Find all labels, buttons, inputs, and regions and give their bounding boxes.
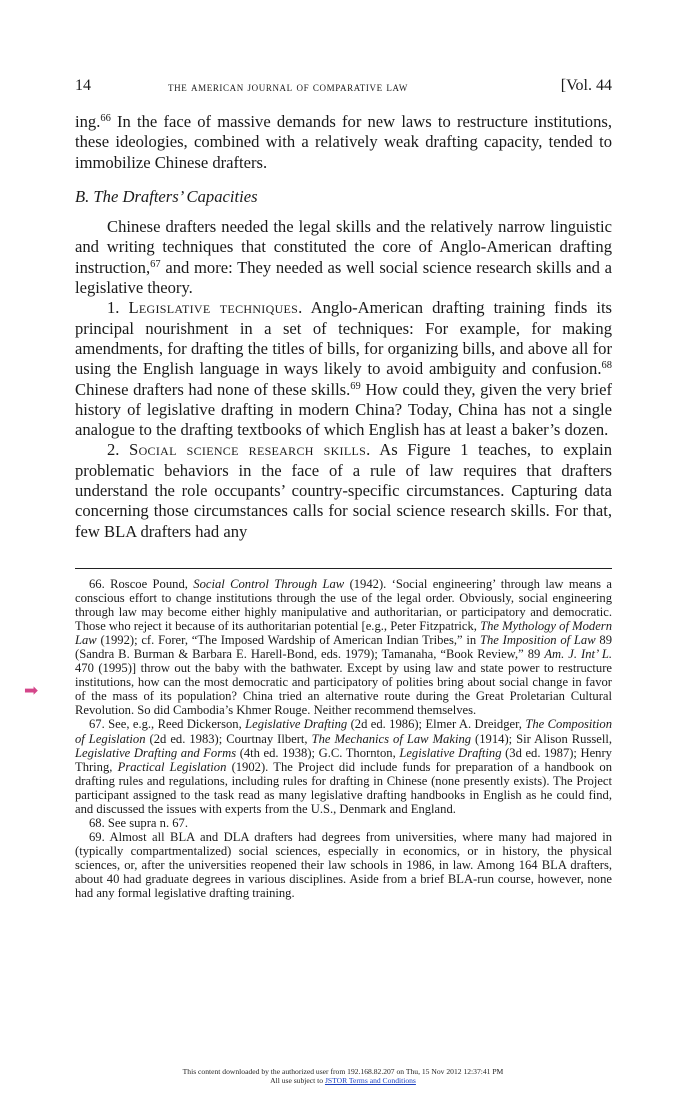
italic-title: Legislative Drafting and Forms (75, 745, 237, 760)
paragraph-1 (75, 112, 612, 173)
text-run: (2d ed. 1983); Courtnay Ilbert, (145, 731, 312, 746)
italic-title: Legislative Drafting (245, 717, 348, 732)
italic-title: The Mythology of Modern Law (75, 619, 613, 648)
italic-title: Practical Legislation (117, 759, 227, 774)
text-run: (1914); Sir Alison Russell, (471, 731, 612, 746)
journal-title: the american journal of comparative law (168, 80, 408, 94)
text-run: (1902). The Project did include funds for preparation of a handbook on drafting rules and regulations, including rules for drafting in Chinese (none presently exists). The Project participant assigned to the task read as many legislative drafting handbooks in English as he could find, and discussed the issues with experts from the U.S., Denmark and England. (75, 759, 612, 816)
italic-title: Legislative Drafting (399, 745, 502, 760)
footnote-ref-67: 67 (150, 258, 161, 270)
subsection-title: Legislative techniques. (128, 298, 303, 318)
text-run: 2. (107, 440, 130, 460)
volume-label: [Vol. 44 (560, 77, 612, 94)
text-run: Chinese drafters had none of these skills. (75, 379, 351, 399)
paragraph-4 (75, 440, 612, 541)
italic-title: The Mechanics of Law Making (311, 731, 472, 746)
text-run: In the face of massive demands for new laws to restructure institutions, these ideologies, combined with a relatively weak drafting capacity, tended to immobilize Chinese drafters. (75, 112, 612, 172)
text-run: As Figure 1 teaches, to explain problematic behaviors in the face of a rule of law requires that drafters understand the role occupants’ country-specific circumstances. Capturing data concerning those circumstances calls for social science research skills. For that, few BLA drafters had any (75, 440, 613, 541)
text-run: 66. Roscoe Pound, (89, 577, 194, 591)
text-run: (1942). ‘Social engineering’ through law means a conscious effort to change institutions through the use of the legal order. Obviously, social engineering through law may become either highly manipulative and authoritarian, or participatory and democratic. Those who reject it because of its authoritarian potential [e.g., Peter Fitzpatrick, (75, 577, 612, 634)
arrow-right-icon: ➡ (24, 681, 39, 701)
footnote-66 (75, 577, 612, 717)
text-run: (2d ed. 1986); Elmer A. Dreidger, (347, 717, 526, 732)
text-run: All use subject to (270, 1076, 325, 1085)
paragraph-3 (75, 298, 612, 440)
text-run: Chinese drafters needed the legal skills and the relatively narrow linguistic and writing techniques that constituted the core of Anglo-American drafting instruction, (75, 217, 612, 277)
page-number: 14 (75, 77, 91, 94)
jstor-terms-link[interactable]: JSTOR Terms and Conditions (324, 1076, 416, 1085)
footnote-ref-69: 69 (350, 380, 361, 392)
text-run: Anglo-American drafting training finds its principal nourishment in a set of techniques: For example, for making amendments, for drafting the titles of bills, for organizing bills, and above all for using the English language in ways likely to avoid ambiguity and confusion. (75, 298, 613, 379)
italic-title: Social Control Through Law (193, 577, 345, 591)
footnote-69: 69. Almost all BLA and DLA drafters had degrees from universities, where many had majored in (typically compartmentalized) social sciences, especially in economics, or in history, the physical sciences, or, after the universities reopened their law schools in 1986, in law. Among 164 BLA drafters, about 40 had graduate degrees in various disciplines. Aside from a brief BLA-run course, however, none had any formal legislative drafting training. (75, 829, 612, 901)
text-run: 470 (1995)] throw out the baby with the bathwater. Except by using law and state power to restructure institutions, how can the most democratic and participatory of polities bring about social change in favor of the mass of its population? China tried an alternative route during the Great Proletarian Cultural Revolution. So did Cambodia’s Khmer Rouge. Neither recommend themselves. (75, 661, 612, 718)
download-notice-line: This content downloaded by the authorized user from 192.168.82.207 on Thu, 15 Nov 2012 12:37:41 PM (182, 1067, 504, 1076)
terms-line (0, 1076, 686, 1085)
italic-title: The Composition of Legislation (75, 717, 613, 746)
italic-title: Am. J. Int’ L. (544, 647, 613, 662)
text-run: (1992); cf. Forer, “The Imposed Wardship of American Indian Tribes,” in (96, 633, 480, 648)
paragraph-2 (75, 217, 612, 298)
text-run: (3d ed. 1987); Henry Thring, (75, 745, 612, 774)
text-run: (4th ed. 1938); G.C. Thornton, (236, 745, 400, 760)
italic-title: The Imposition of Law (479, 633, 596, 648)
running-header (75, 77, 612, 99)
text-run: 89 (Sandra B. Burman & Barbara E. Harell-Bond, eds. 1979); Tamanaha, “Book Review,” 89 (75, 633, 612, 662)
main-text (75, 112, 612, 542)
text-run: and more: They needed as well social science research skills and a legislative theory. (75, 257, 612, 298)
footnote-ref-66: 66 (100, 113, 111, 124)
text-run: How could they, given the very brief history of legislative drafting in modern China? Today, China has not a single analogue to the drafting textbooks of which English has at least a baker’s dozen. (75, 379, 612, 440)
text-run: 1. (107, 298, 129, 318)
footnote-divider (75, 568, 612, 569)
footnote-67 (75, 717, 612, 815)
subsection-title: Social science research skills. (129, 440, 371, 460)
text-run: ing. (75, 112, 101, 131)
footnote-68: 68. See supra n. 67. (89, 815, 188, 830)
download-notice (0, 1067, 686, 1085)
text-run: 67. See, e.g., Reed Dickerson, (89, 717, 246, 732)
footnotes (75, 577, 612, 900)
footnote-ref-68: 68 (601, 360, 612, 372)
section-heading: B. The Drafters’ Capacities (75, 186, 258, 206)
